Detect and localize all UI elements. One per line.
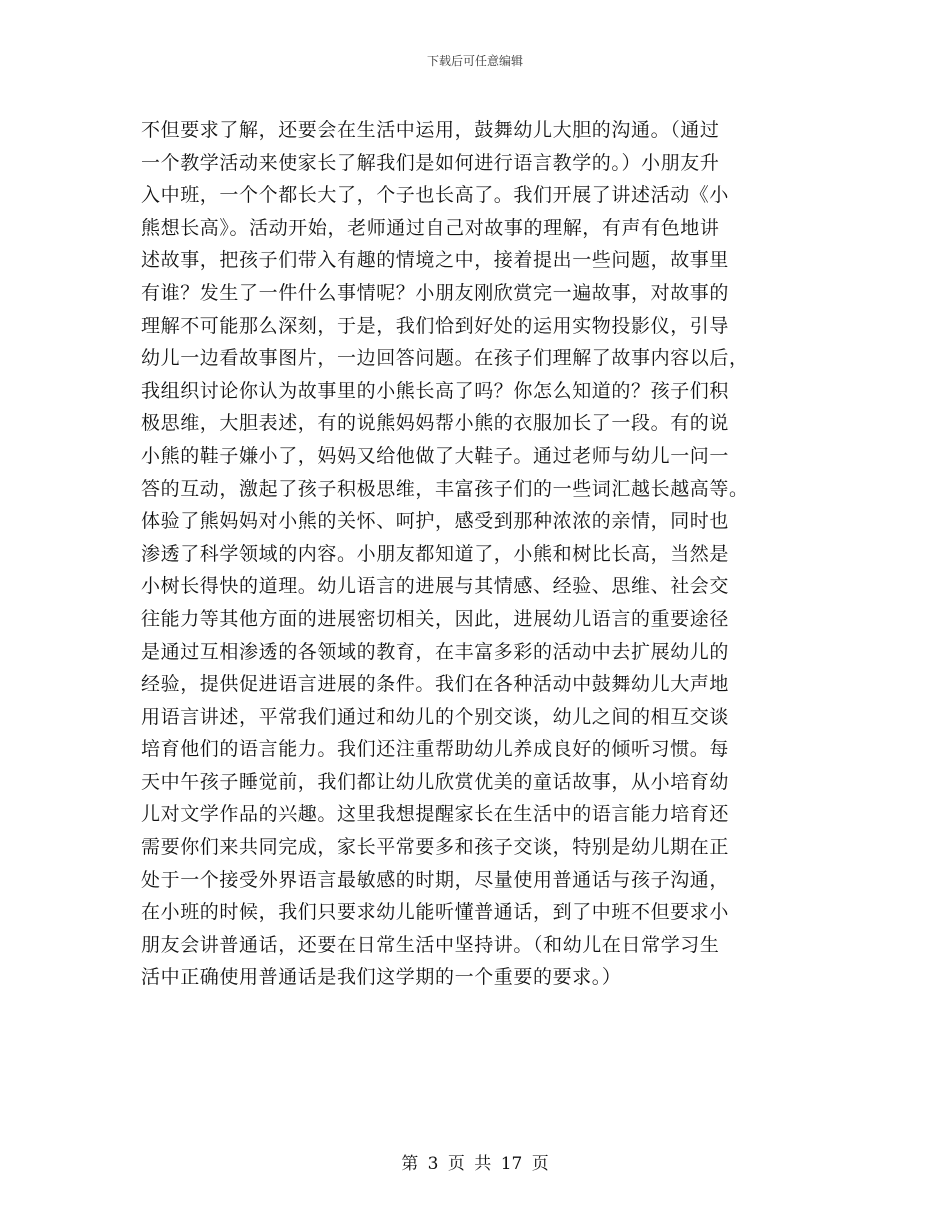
text-line: 小熊的鞋子嫌小了，妈妈又给他做了大鞋子。通过老师与幼儿一问一 <box>141 444 730 467</box>
text-line: 需要你们来共同完成，家长平常要多和孩子交谈，特别是幼儿期在正 <box>141 836 730 859</box>
page-header: 下载后可任意编辑 <box>426 54 523 68</box>
text-line: 理解不可能那么深刻，于是，我们恰到好处的运用实物投影仪，引导 <box>141 314 730 337</box>
page-number: 第 3 页 共 17 页 <box>401 1154 549 1174</box>
text-line: 极思维，大胆表述，有的说熊妈妈帮小熊的衣服加长了一段。有的说 <box>141 412 730 435</box>
text-line: 幼儿一边看故事图片，一边回答问题。在孩子们理解了故事内容以后， <box>141 347 749 370</box>
text-line: 一个教学活动来使家长了解我们是如何进行语言教学的。）小朋友升 <box>141 151 720 174</box>
text-line: 渗透了科学领域的内容。小朋友都知道了，小熊和树比长高，当然是 <box>141 542 730 565</box>
text-line: 培育他们的语言能力。我们还注重帮助幼儿养成良好的倾听习惯。每 <box>141 738 730 761</box>
text-line: 往能力等其他方面的进展密切相关，因此，进展幼儿语言的重要途径 <box>141 607 730 630</box>
text-line: 我组织讨论你认为故事里的小熊长高了吗？你怎么知道的？孩子们积 <box>141 379 730 402</box>
body-text <box>141 114 821 994</box>
text-line: 不但要求了解，还要会在生活中运用，鼓舞幼儿大胆的沟通。（通过 <box>141 119 720 141</box>
text-line: 是通过互相渗透的各领域的教育，在丰富多彩的活动中去扩展幼儿的 <box>141 640 730 663</box>
text-line: 儿对文学作品的兴趣。这里我想提醒家长在生活中的语言能力培育还 <box>141 803 730 826</box>
text-line: 用语言讲述，平常我们通过和幼儿的个别交谈，幼儿之间的相互交谈 <box>141 705 730 728</box>
text-line: 入中班，一个个都长大了，个子也长高了。我们开展了讲述活动《小 <box>141 184 730 207</box>
text-line: 答的互动，激起了孩子积极思维，丰富孩子们的一些词汇越长越高等。 <box>141 477 749 500</box>
text-line: 活中正确使用普通话是我们这学期的一个重要的要求。） <box>141 966 622 989</box>
text-line: 朋友会讲普通话，还要在日常生活中坚持讲。（和幼儿在日常学习生 <box>141 933 720 956</box>
text-line: 在小班的时候，我们只要求幼儿能听懂普通话，到了中班不但要求小 <box>141 901 730 924</box>
text-line: 体验了熊妈妈对小熊的关怀、呵护，感受到那种浓浓的亲情，同时也 <box>141 510 730 533</box>
text-line: 天中午孩子睡觉前，我们都让幼儿欣赏优美的童话故事，从小培育幼 <box>141 770 730 793</box>
text-line: 述故事，把孩子们带入有趣的情境之中，接着提出一些问题，故事里 <box>141 249 730 272</box>
text-line: 熊想长高》。活动开始，老师通过自己对故事的理解，有声有色地讲 <box>141 216 720 239</box>
text-line: 有谁？发生了一件什么事情呢？小朋友刚欣赏完一遍故事，对故事的 <box>141 281 730 304</box>
text-line: 小树长得快的道理。幼儿语言的进展与其情感、经验、思维、社会交 <box>141 575 730 598</box>
text-line: 经验，提供促进语言进展的条件。我们在各种活动中鼓舞幼儿大声地 <box>141 673 730 696</box>
text-line: 处于一个接受外界语言最敏感的时期，尽量使用普通话与孩子沟通， <box>141 868 730 891</box>
